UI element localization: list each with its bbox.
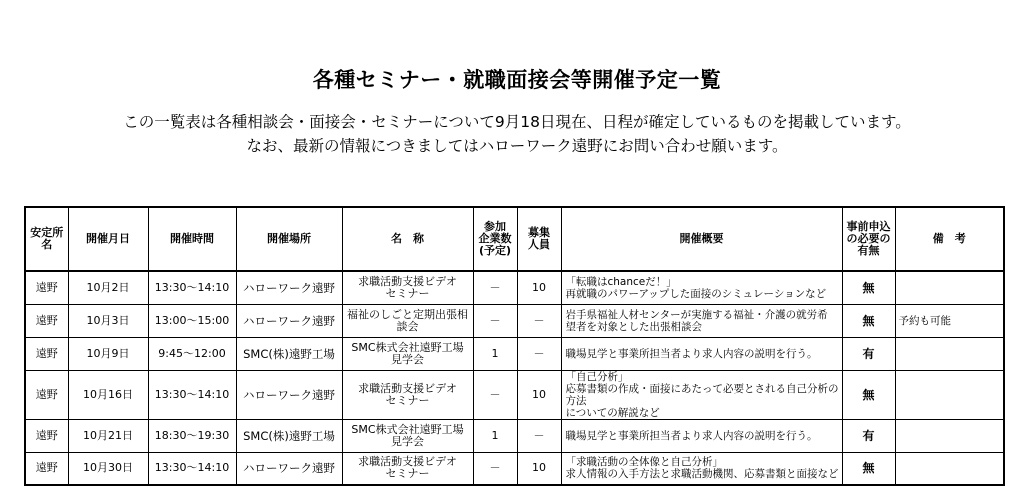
cell-office: 遠野 (25, 452, 68, 485)
cell-overview-line-1: 「転職はchanceだ！」 (565, 275, 677, 288)
cell-overview (561, 370, 842, 419)
cell-recruits: 10 (517, 271, 561, 304)
cell-name-line-1: 福祉のしごと定期出張相 (347, 307, 468, 321)
table-row (25, 337, 1004, 370)
cell-time: 9:45～12:00 (148, 337, 236, 370)
cell-remarks (895, 337, 1004, 370)
header-companies (473, 207, 517, 271)
cell-companies: 1 (473, 337, 517, 370)
cell-remarks (895, 370, 1004, 419)
cell-name (342, 370, 473, 419)
header-recruits-line-2: 人員 (528, 238, 550, 251)
cell-application: 有 (842, 419, 895, 452)
cell-time: 13:30～14:10 (148, 452, 236, 485)
cell-venue: ハローワーク遠野 (236, 452, 342, 485)
cell-time: 13:30～14:10 (148, 271, 236, 304)
cell-name-line-2: セミナー (385, 286, 430, 300)
cell-venue: SMC(株)遠野工場 (236, 419, 342, 452)
cell-overview-line-1: 「求職活動の全体像と自己分析」 (565, 456, 723, 469)
header-recruits-line-1: 募集 (528, 226, 550, 239)
cell-overview-line-2: 再就職のパワーアップした面接のシミュレーションなど (565, 287, 827, 300)
header-time: 開催時間 (148, 207, 236, 271)
page-title: 各種セミナー・就職面接会等開催予定一覧 (312, 68, 722, 92)
cell-office: 遠野 (25, 370, 68, 419)
cell-overview (561, 337, 842, 370)
cell-time: 13:30～14:10 (148, 370, 236, 419)
cell-date: 10月9日 (68, 337, 148, 370)
cell-date: 10月21日 (68, 419, 148, 452)
cell-name-line-2: 見学会 (391, 352, 424, 366)
header-office-line-2: 名 (41, 238, 53, 251)
cell-overview (561, 304, 842, 337)
cell-overview-line-2: 応募書類の作成・面接にあたって必要とされる自己分析の方法 (565, 382, 839, 407)
cell-companies: － (473, 452, 517, 485)
cell-venue: ハローワーク遠野 (236, 370, 342, 419)
cell-name-line-1: 求職活動支援ビデオ (358, 274, 457, 288)
cell-remarks: 予約も可能 (895, 304, 1004, 337)
cell-name (342, 337, 473, 370)
cell-name-line-2: セミナー (385, 467, 430, 481)
intro-line-1: この一覧表は各種相談会・面接会・セミナーについて9月18日現在、日程が確定しているものを掲載しています。 (123, 113, 911, 131)
cell-application: 無 (842, 452, 895, 485)
header-name: 名 称 (342, 207, 473, 271)
cell-name-line-2: セミナー (385, 393, 430, 407)
cell-overview-line-1: 「自己分析」 (565, 370, 629, 383)
cell-date: 10月30日 (68, 452, 148, 485)
cell-recruits: － (517, 337, 561, 370)
cell-name-line-1: SMC株式会社遠野工場 (351, 422, 464, 436)
cell-venue: SMC(株)遠野工場 (236, 337, 342, 370)
cell-date: 10月2日 (68, 271, 148, 304)
header-application-line-2: の必要の (846, 232, 891, 245)
cell-recruits: － (517, 304, 561, 337)
header-application (842, 207, 895, 271)
cell-name-line-1: 求職活動支援ビデオ (358, 381, 457, 395)
header-overview: 開催概要 (561, 207, 842, 271)
cell-overview (561, 452, 842, 485)
header-recruits (517, 207, 561, 271)
table-row (25, 452, 1004, 485)
cell-overview-line-3: についての解説など (565, 406, 660, 419)
cell-name-line-1: 求職活動支援ビデオ (358, 455, 457, 469)
cell-recruits: 10 (517, 452, 561, 485)
cell-venue: ハローワーク遠野 (236, 271, 342, 304)
header-application-line-1: 事前申込 (846, 220, 891, 233)
cell-name (342, 271, 473, 304)
cell-venue: ハローワーク遠野 (236, 304, 342, 337)
cell-companies: － (473, 271, 517, 304)
cell-recruits: － (517, 419, 561, 452)
cell-overview (561, 271, 842, 304)
table-row (25, 271, 1004, 304)
cell-office: 遠野 (25, 419, 68, 452)
table-row (25, 370, 1004, 419)
header-companies-line-1: 参加 (484, 220, 506, 233)
cell-companies: 1 (473, 419, 517, 452)
cell-companies: － (473, 370, 517, 419)
header-venue: 開催場所 (236, 207, 342, 271)
header-office (25, 207, 68, 271)
cell-name (342, 452, 473, 485)
cell-overview-line-1: 岩手県福祉人材センターが実施する福祉・介護の就労希 (565, 308, 828, 321)
header-companies-line-3: (予定) (478, 244, 512, 257)
cell-recruits: 10 (517, 370, 561, 419)
cell-office: 遠野 (25, 304, 68, 337)
cell-overview-line-1: 職場見学と事業所担当者より求人内容の説明を行う。 (565, 429, 818, 442)
cell-application: 無 (842, 271, 895, 304)
cell-name-line-2: 談会 (396, 319, 419, 333)
header-date: 開催月日 (68, 207, 148, 271)
cell-overview (561, 419, 842, 452)
header-companies-line-2: 企業数 (478, 232, 512, 245)
cell-name (342, 419, 473, 452)
cell-name-line-2: 見学会 (391, 434, 424, 448)
cell-name-line-1: SMC株式会社遠野工場 (351, 340, 464, 354)
cell-date: 10月16日 (68, 370, 148, 419)
cell-remarks (895, 271, 1004, 304)
header-remarks: 備 考 (895, 207, 1004, 271)
cell-remarks (895, 419, 1004, 452)
header-application-line-3: 有無 (857, 244, 880, 257)
cell-office: 遠野 (25, 271, 68, 304)
cell-overview-line-1: 職場見学と事業所担当者より求人内容の説明を行う。 (565, 347, 818, 360)
table-row (25, 304, 1004, 337)
cell-remarks (895, 452, 1004, 485)
cell-overview-line-2: 望者を対象とした出張相談会 (565, 320, 702, 333)
cell-overview-line-2: 求人情報の入手方法と求職活動機関、応募書類と面接など (565, 468, 839, 481)
cell-office: 遠野 (25, 337, 68, 370)
intro-line-2: なお、最新の情報につきましてはハローワーク遠野にお問い合わせ願います。 (246, 137, 788, 155)
cell-application: 有 (842, 337, 895, 370)
cell-application: 無 (842, 304, 895, 337)
cell-companies: － (473, 304, 517, 337)
header-office-line-1: 安定所 (30, 226, 64, 239)
table-row (25, 419, 1004, 452)
cell-time: 18:30～19:30 (148, 419, 236, 452)
schedule-table (24, 206, 1005, 486)
cell-application: 無 (842, 370, 895, 419)
cell-date: 10月3日 (68, 304, 148, 337)
cell-name (342, 304, 473, 337)
table-header-row (25, 207, 1004, 271)
cell-time: 13:00～15:00 (148, 304, 236, 337)
